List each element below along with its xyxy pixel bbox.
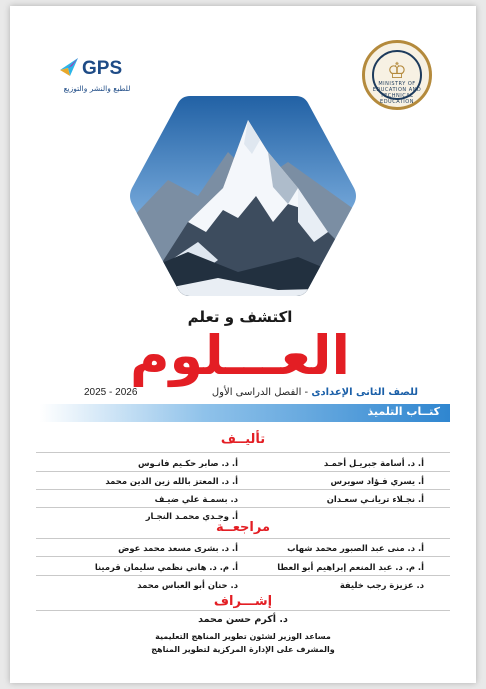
grade-term-line — [212, 387, 418, 398]
book-cover — [10, 6, 476, 683]
mountain-hexagon-image — [128, 92, 358, 300]
author-name: أ. وجـدي محمـد النجـار — [145, 511, 238, 521]
edition-label: كتــاب التلميذ — [367, 405, 440, 418]
divider — [36, 610, 450, 611]
school-year: 2025 - 2026 — [84, 387, 138, 398]
reviewers-heading: مراجعــة — [215, 520, 271, 535]
divider — [36, 538, 450, 539]
ministry-seal-icon: ♔ MINISTRY OF EDUCATION AND TECHNICAL EDUCATION — [362, 40, 432, 110]
publisher-wing-icon — [58, 56, 80, 78]
supervisor-title: والمشرف على الإدارة المركزية لتطوير المناهج — [151, 645, 335, 654]
edition-bar — [40, 404, 450, 422]
book-subtitle: اكتشف و تعلم — [187, 308, 293, 326]
reviewer-name: أ. م. د. عبد المنعم إبراهيم أبو العطا — [277, 562, 424, 572]
divider — [36, 556, 450, 557]
supervisor-title: مساعد الوزير لشئون تطوير المناهج التعليمية — [155, 632, 331, 641]
seal-text: MINISTRY OF EDUCATION AND TECHNICAL EDUCATION — [372, 81, 422, 105]
reviewer-name: د. حنان أبو العباس محمد — [137, 580, 238, 590]
reviewer-name: أ. د. بشرى مسعد محمد عوض — [118, 543, 238, 553]
supervisor-name: د. أكرم حسن محمد — [198, 614, 288, 625]
reviewer-name: أ. م. د. هاني نظمي سليمان قرمينا — [94, 562, 238, 572]
publisher-name: GPS — [82, 58, 123, 79]
book-title: العـــلوم — [129, 324, 351, 387]
divider — [36, 471, 450, 472]
grade-label: للصف الثانى الإعدادى — [311, 387, 418, 398]
author-name: أ. د. المعتز بالله زين الدين محمد — [105, 476, 238, 486]
author-name: أ. د. أسامة جبريـل أحمـد — [323, 458, 424, 468]
divider — [36, 507, 450, 508]
reviewer-name: د. عزيزة رجب خليفة — [339, 580, 424, 590]
reviewer-name: أ. د. منى عبد الصبور محمد شهاب — [287, 543, 424, 553]
author-name: أ. يسري فـؤاد سويرس — [330, 476, 424, 486]
divider — [36, 452, 450, 453]
author-name: أ. د. صابر حكـيم فانـوس — [138, 458, 238, 468]
authors-heading: تأليــف — [220, 432, 266, 447]
author-name: د. بسمـة علي ضيـف — [154, 494, 238, 504]
divider — [36, 575, 450, 576]
term-label: - الفصل الدراسى الأول — [211, 387, 312, 398]
divider — [36, 489, 450, 490]
author-name: أ. نجـلاء تريانـي سعـدان — [326, 494, 424, 504]
supervision-heading: إشـــراف — [213, 594, 273, 609]
publisher-tagline: للطبع والنشر والتوزيع — [63, 84, 131, 93]
